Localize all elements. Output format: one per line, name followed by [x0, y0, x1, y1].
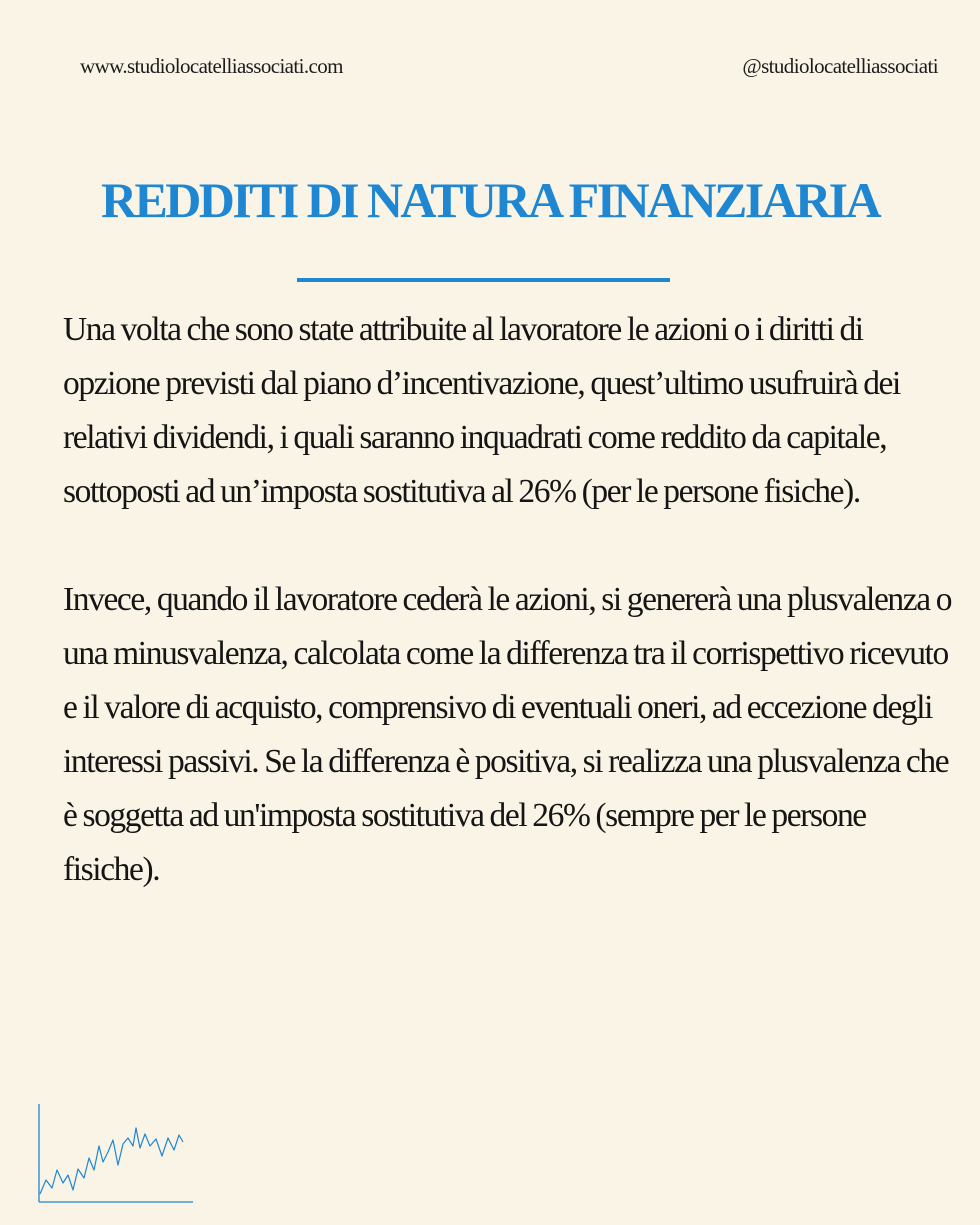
- title-divider: [297, 278, 670, 282]
- page-title: REDDITI DI NATURA FINANZIARIA: [101, 172, 879, 228]
- paragraph-capital-gains: Invece, quando il lavoratore cederà le azioni, si genererà una plusvalenza o una minusvalenza, calcolata come la differenza tra il corrispettivo ricevuto e il valore di acquisto, comprensivo di eventuali oneri, ad eccezione degli interessi passivi. Se la differenza è positiva, si realizza una plusvalenza che è soggetta ad un'imposta sostitutiva del 26% (sempre per le persone fisiche).: [63, 581, 952, 888]
- chart-icon-trend-line: [40, 1128, 183, 1194]
- social-handle[interactable]: @studiolocatelliassociati: [742, 54, 938, 78]
- header-bar: [80, 54, 938, 84]
- line-chart-icon: [36, 1100, 196, 1206]
- paragraph-dividends: Una volta che sono state attribuite al lavoratore le azioni o i diritti di opzione previsti dal piano d’incentivazione, quest’ultimo usufruirà dei relativi dividendi, i quali saranno inquadrati come reddito da capitale, sottoposti ad un’imposta sostitutiva al 26% (per le persone fisiche).: [63, 311, 900, 510]
- body-content: [63, 303, 953, 897]
- website-link[interactable]: www.studiolocatelliassociati.com: [80, 54, 343, 78]
